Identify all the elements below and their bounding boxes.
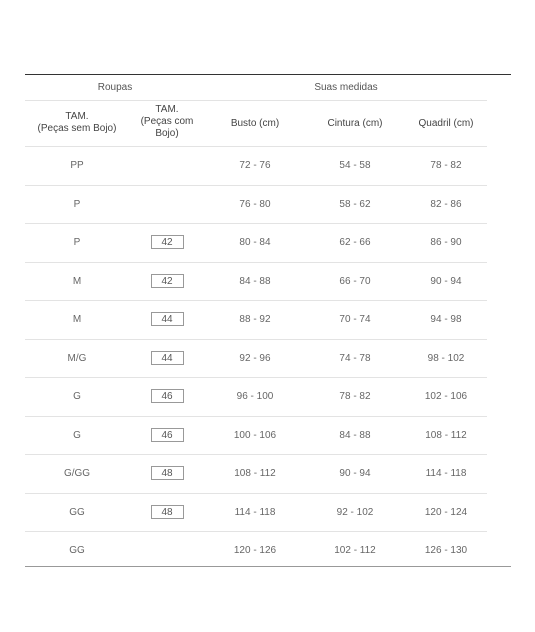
- column-header-size-cup-line3: Bojo): [155, 128, 179, 139]
- column-header-size-no-cup-line1: TAM.: [65, 111, 89, 122]
- cell-bust: 84 - 88: [239, 275, 271, 287]
- cell-waist: 74 - 78: [339, 352, 371, 364]
- cell-waist: 70 - 74: [339, 314, 371, 325]
- table-row: [25, 416, 511, 454]
- cell-size: G/GG: [63, 468, 91, 479]
- cell-size: M: [72, 314, 82, 325]
- cup-size-badge: 48: [151, 505, 184, 519]
- cell-cup-size: [129, 353, 205, 365]
- group-header-clothes: Roupas: [97, 82, 133, 93]
- cell-waist: 78 - 82: [339, 391, 371, 402]
- column-header-size-cup: [129, 104, 205, 140]
- cell-waist: 90 - 94: [339, 468, 371, 479]
- cell-bust: 120 - 126: [233, 545, 277, 556]
- table-row: [25, 377, 511, 415]
- table-row: [25, 185, 511, 223]
- table-row: [25, 454, 511, 492]
- cell-waist: 84 - 88: [339, 429, 371, 441]
- cell-hip: 86 - 90: [430, 237, 462, 248]
- cell-hip: 90 - 94: [430, 275, 462, 287]
- cell-cup-size: [129, 430, 205, 442]
- cell-size: P: [73, 237, 81, 248]
- cell-hip: 78 - 82: [430, 160, 462, 171]
- cell-bust: 88 - 92: [239, 314, 271, 325]
- column-header-bust: Busto (cm): [230, 118, 280, 129]
- cup-size-badge: 46: [151, 428, 184, 442]
- cell-waist: 102 - 112: [334, 545, 376, 556]
- cup-size-badge: 42: [151, 235, 184, 249]
- cell-hip: 98 - 102: [427, 352, 465, 364]
- cell-hip: 120 - 124: [424, 506, 468, 518]
- cell-bust: 72 - 76: [239, 160, 271, 171]
- table-row: [25, 339, 511, 377]
- cell-waist: 92 - 102: [336, 506, 374, 518]
- cell-cup-size: [129, 314, 205, 326]
- column-header-size-no-cup-line2: (Peças sem Bojo): [37, 123, 117, 134]
- column-header-size-cup-line2: (Peças com: [140, 116, 194, 127]
- cell-size: M: [72, 275, 82, 287]
- table-row: [25, 146, 511, 184]
- table-bottom-border: [25, 566, 511, 567]
- cup-size-badge: 44: [151, 312, 184, 326]
- column-header-hip: Quadril (cm): [418, 118, 474, 129]
- cell-bust: 114 - 118: [234, 506, 276, 518]
- cell-waist: 66 - 70: [339, 275, 371, 287]
- column-header-row: [25, 101, 511, 146]
- cup-size-badge: 44: [151, 351, 184, 365]
- cup-size-badge: 42: [151, 274, 184, 288]
- cell-size: GG: [69, 545, 85, 556]
- table-row: [25, 300, 511, 338]
- cell-waist: 62 - 66: [339, 237, 371, 248]
- cell-cup-size: [129, 237, 205, 249]
- cell-size: G: [73, 391, 81, 402]
- cell-hip: 102 - 106: [424, 391, 468, 402]
- cell-cup-size: [129, 391, 205, 403]
- cell-bust: 96 - 100: [236, 391, 274, 402]
- cell-hip: 108 - 112: [425, 429, 467, 441]
- cell-cup-size: [129, 468, 205, 480]
- cell-waist: 54 - 58: [339, 160, 371, 171]
- cell-cup-size: [129, 507, 205, 519]
- cup-size-badge: 48: [151, 466, 184, 480]
- cell-hip: 82 - 86: [430, 198, 462, 210]
- cell-size: G: [73, 429, 81, 441]
- cell-bust: 108 - 112: [234, 468, 276, 479]
- cup-size-badge: 46: [151, 389, 184, 403]
- cell-hip: 114 - 118: [425, 468, 467, 479]
- column-header-size-cup-line1: TAM.: [155, 104, 179, 115]
- cell-waist: 58 - 62: [339, 198, 371, 210]
- table-row: [25, 493, 511, 531]
- table-row: [25, 223, 511, 261]
- group-header-row: [25, 74, 511, 100]
- cell-hip: 126 - 130: [424, 545, 468, 556]
- cell-bust: 80 - 84: [239, 237, 271, 248]
- cell-size: PP: [70, 160, 84, 171]
- cell-size: M/G: [67, 352, 87, 364]
- cell-bust: 100 - 106: [233, 429, 277, 441]
- table-row: [25, 262, 511, 300]
- cell-cup-size: [129, 276, 205, 288]
- cell-size: P: [73, 198, 81, 210]
- cell-bust: 76 - 80: [239, 198, 271, 210]
- cell-hip: 94 - 98: [430, 314, 462, 325]
- group-header-measures: Suas medidas: [314, 82, 378, 93]
- column-header-waist: Cintura (cm): [327, 118, 383, 129]
- cell-bust: 92 - 96: [239, 352, 271, 364]
- column-header-size-no-cup: [25, 111, 129, 135]
- table-row: [25, 531, 511, 569]
- cell-size: GG: [69, 506, 85, 518]
